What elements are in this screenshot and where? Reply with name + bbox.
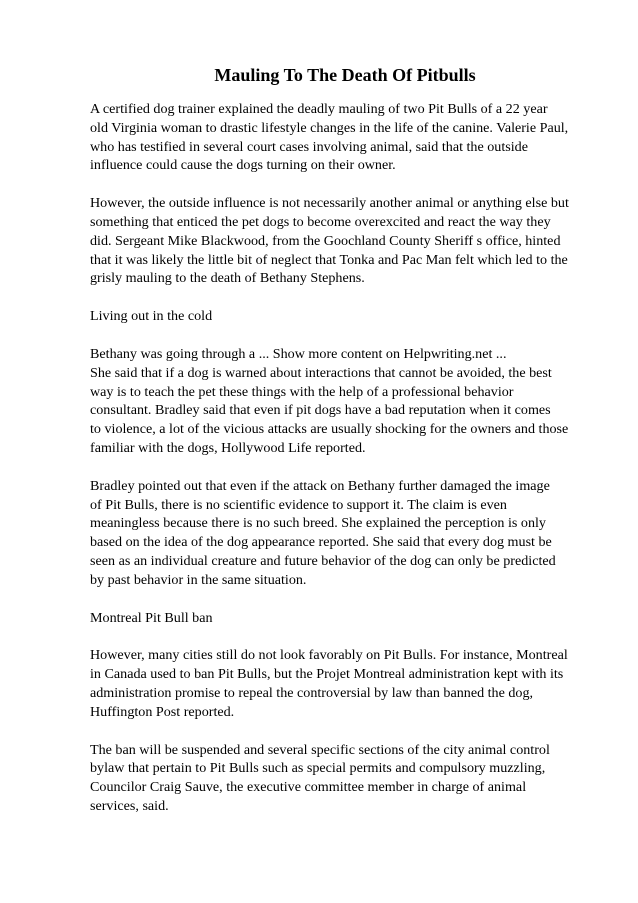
text-line: The ban will be suspended and several specific sections of the city animal control bbox=[90, 741, 550, 758]
text-line: Huffington Post reported. bbox=[90, 703, 235, 720]
paragraph bbox=[90, 646, 590, 721]
paragraph bbox=[90, 100, 590, 175]
text-line: services, said. bbox=[90, 797, 169, 814]
document-title: Mauling To The Death Of Pitbulls bbox=[214, 65, 476, 85]
text-line: However, the outside influence is not necessarily another animal or anything else but bbox=[90, 195, 569, 212]
text-line: familiar with the dogs, Hollywood Life reported. bbox=[90, 439, 366, 456]
text-line: based on the idea of the dog appearance reported. She said that every dog must be bbox=[90, 534, 552, 551]
text-line: something that enticed the pet dogs to become overexcited and react the way they bbox=[90, 213, 551, 230]
text-line: Montreal Pit Bull ban bbox=[90, 609, 213, 626]
text-line: meaningless because there is no such breed. She explained the perception is only bbox=[90, 515, 546, 532]
text-line: grisly mauling to the death of Bethany Stephens. bbox=[90, 270, 365, 287]
text-line: consultant. Bradley said that even if pit dogs have a bad reputation when it comes bbox=[90, 402, 551, 419]
text-line: of Pit Bulls, there is no scientific evidence to support it. The claim is even bbox=[90, 496, 507, 513]
text-line: However, many cities still do not look favorably on Pit Bulls. For instance, Montreal bbox=[90, 647, 568, 664]
text-line: administration promise to repeal the controversial by law than banned the dog, bbox=[90, 684, 534, 701]
text-line: A certified dog trainer explained the deadly mauling of two Pit Bulls of a 22 year bbox=[90, 101, 548, 117]
text-line: did. Sergeant Mike Blackwood, from the Goochland County Sheriff s office, hinted bbox=[90, 232, 561, 249]
text-line: bylaw that pertain to Pit Bulls such as special permits and compulsory muzzling, bbox=[90, 760, 546, 777]
text-line: Living out in the cold bbox=[90, 308, 213, 325]
paragraph bbox=[90, 345, 590, 458]
paragraph bbox=[90, 194, 590, 288]
document-page bbox=[90, 64, 590, 835]
text-line: seen as an individual creature and future behavior of the dog can only be predicted bbox=[90, 552, 556, 569]
paragraph bbox=[90, 609, 590, 628]
paragraph bbox=[90, 307, 590, 326]
text-line: that it was likely the little bit of neglect that Tonka and Pac Man felt which led to the bbox=[90, 251, 568, 268]
text-line: Bethany was going through a ... Show more content on Helpwriting.net ... bbox=[90, 345, 507, 362]
text-line: She said that if a dog is warned about interactions that cannot be avoided, the best bbox=[90, 364, 552, 381]
text-line: who has testified in several court cases involving animal, said that the outside bbox=[90, 138, 528, 155]
text-line: Bradley pointed out that even if the attack on Bethany further damaged the image bbox=[90, 477, 550, 494]
text-line: in Canada used to ban Pit Bulls, but the Projet Montreal administration kept with its bbox=[90, 666, 564, 683]
paragraph bbox=[90, 477, 590, 590]
text-line: by past behavior in the same situation. bbox=[90, 571, 307, 588]
text-line: way is to teach the pet these things with the help of a professional behavior bbox=[90, 383, 514, 400]
text-line: influence could cause the dogs turning on their owner. bbox=[90, 157, 396, 174]
document-body bbox=[90, 100, 590, 816]
text-line: old Virginia woman to drastic lifestyle changes in the life of the canine. Valerie Paul, bbox=[90, 119, 569, 136]
text-line: Councilor Craig Sauve, the executive committee member in charge of animal bbox=[90, 779, 527, 796]
paragraph bbox=[90, 741, 590, 816]
text-line: to violence, a lot of the vicious attacks are usually shocking for the owners and those bbox=[90, 421, 569, 438]
